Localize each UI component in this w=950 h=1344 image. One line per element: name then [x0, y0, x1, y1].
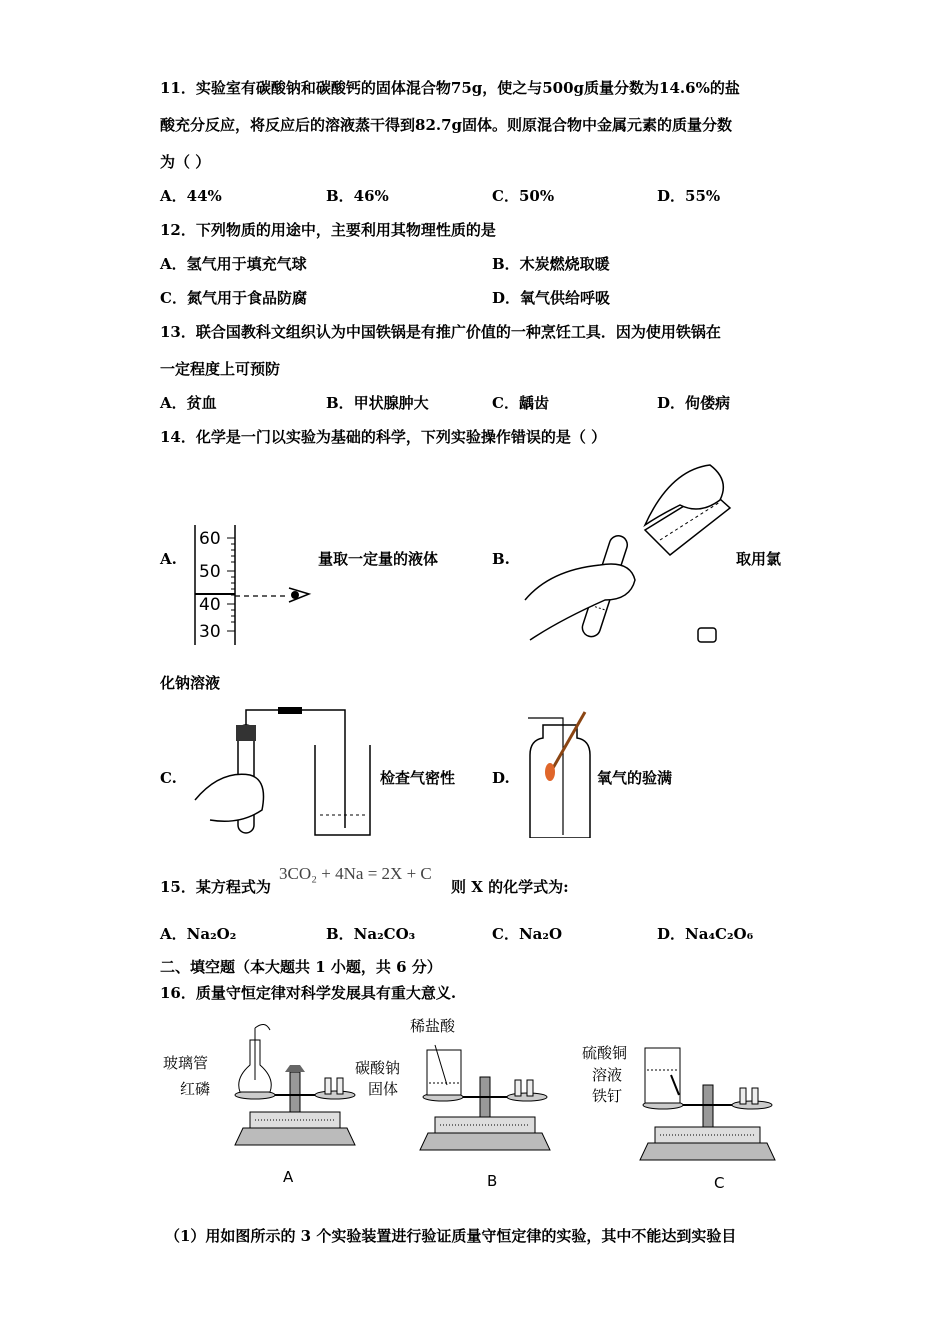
q15-option-b: B．Na₂CO₃ — [326, 925, 416, 943]
q12-stem: 12．下列物质的用途中，主要利用其物理性质的是 — [160, 221, 496, 239]
q15-option-a: A．Na₂O₂ — [160, 925, 237, 943]
q12-option-b: B．木炭燃烧取暖 — [492, 255, 610, 273]
label-iron-nail: 铁钉 — [592, 1087, 623, 1105]
caption-c: C — [714, 1174, 725, 1192]
air-tightness-figure — [190, 700, 380, 840]
label-copper-sulfate: 硫酸铜 — [582, 1044, 628, 1062]
q14-option-d-text: 氧气的验满 — [597, 769, 673, 787]
label-red-phosphorus: 红磷 — [180, 1080, 211, 1098]
q15-equation: 3CO₂ + 4Na = 2X + C — [279, 864, 432, 883]
graduated-cylinder-figure — [185, 520, 315, 650]
balance-c-figure — [635, 1030, 780, 1170]
label-sodium-carbonate: 碳酸钠 — [355, 1059, 401, 1077]
q12-option-a: A．氢气用于填充气球 — [160, 255, 307, 273]
label-glass-tube: 玻璃管 — [163, 1054, 209, 1072]
q14-option-a-letter: A. — [160, 550, 177, 568]
q11-line3: 为（ ） — [160, 153, 211, 171]
label-solid: 固体 — [368, 1080, 399, 1098]
q14-option-b-text1: 取用氯 — [736, 550, 782, 568]
q16-stem: 16．质量守恒定律对科学发展具有重大意义. — [160, 984, 457, 1002]
cylinder-tick-30: 30 — [199, 622, 221, 642]
q15-prefix: 15．某方程式为 — [160, 878, 271, 896]
q12-option-d: D．氧气供给呼吸 — [492, 289, 611, 307]
q13-option-b: B．甲状腺肿大 — [326, 394, 429, 412]
q15-option-c: C．Na₂O — [492, 925, 563, 943]
pour-liquid-figure — [520, 460, 735, 650]
beaker-icon — [427, 1050, 461, 1095]
q13-line2: 一定程度上可预防 — [160, 360, 281, 378]
bottle-stopper-icon — [698, 628, 716, 642]
q16-sub1: （1）用如图所示的 3 个实验装置进行验证质量守恒定律的实验，其中不能达到实验目 — [165, 1227, 737, 1245]
q14-stem: 14．化学是一门以实验为基础的科学，下列实验操作错误的是（ ） — [160, 428, 607, 446]
q12-option-c: C．氮气用于食品防腐 — [160, 289, 307, 307]
q13-option-d: D．佝偻病 — [657, 394, 731, 412]
q14-option-b-letter: B. — [492, 550, 510, 568]
caption-b: B — [487, 1172, 498, 1190]
balance-a-figure — [225, 1020, 365, 1160]
q11-option-d: D．55% — [657, 187, 721, 205]
q15-option-d: D．Na₄C₂O₆ — [657, 925, 754, 943]
q13-option-a: A．贫血 — [160, 394, 217, 412]
q11-option-b: B．46% — [326, 187, 389, 205]
section2-title: 二、填空题（本大题共 1 小题，共 6 分） — [160, 958, 442, 976]
q14-option-a-text: 量取一定量的液体 — [318, 550, 439, 568]
q14-option-c-letter: C. — [160, 769, 177, 787]
label-dilute-hcl: 稀盐酸 — [410, 1017, 456, 1035]
beaker-icon — [645, 1048, 680, 1103]
q11-option-a: A．44% — [160, 187, 222, 205]
cylinder-tick-60: 60 — [199, 529, 221, 549]
caption-a: A — [283, 1168, 294, 1186]
q13-option-c: C．龋齿 — [492, 394, 549, 412]
q11-line1: 11．实验室有碳酸钠和碳酸钙的固体混合物75g，使之与500g质量分数为14.6%的盐 — [160, 79, 740, 97]
cylinder-tick-40: 40 — [199, 595, 221, 615]
flame-icon — [545, 763, 555, 781]
q11-line2: 酸充分反应，将反应后的溶液蒸干得到82.7g固体。则原混合物中金属元素的质量分数 — [160, 116, 733, 134]
balance-b-figure — [415, 1025, 560, 1165]
cylinder-tick-50: 50 — [199, 562, 221, 582]
hand-icon — [195, 774, 264, 821]
q11-option-c: C．50% — [492, 187, 555, 205]
q14-option-c-text: 检查气密性 — [380, 769, 456, 787]
label-solution: 溶液 — [592, 1066, 623, 1084]
q15-suffix: 则 X 的化学式为: — [451, 878, 569, 896]
oxygen-test-figure — [525, 710, 595, 838]
q14-option-b-text2: 化钠溶液 — [160, 674, 221, 692]
q13-line1: 13．联合国教科文组织认为中国铁锅是有推广价值的一种烹饪工具．因为使用铁锅在 — [160, 323, 721, 341]
q14-option-d-letter: D. — [492, 769, 510, 787]
